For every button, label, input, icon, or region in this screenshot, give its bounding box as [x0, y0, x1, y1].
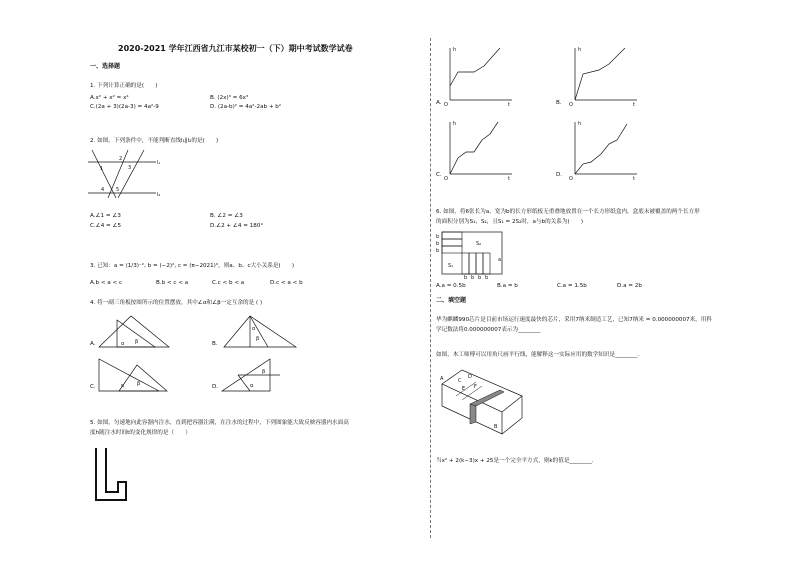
q4c-alpha: α: [121, 383, 125, 389]
q6-label-b1: b: [436, 234, 440, 240]
graph-b-origin: O: [569, 102, 573, 108]
q6-option-b[interactable]: B.a = b: [497, 283, 518, 289]
q4-option-a[interactable]: A.: [90, 341, 96, 347]
q5-stem-line2: 度h随注水时间t的变化规律的是（ ）: [90, 430, 191, 436]
q6-label-b2: b: [436, 241, 440, 247]
q6-stem-line1: 6. 如图，将6张长为a，宽为b的长方形纸板无重叠地放置在一个长方形纸盒内，盒底未被覆盖的两个长方形: [436, 209, 700, 215]
q4-figure-b: [220, 312, 300, 352]
column-divider: [430, 38, 431, 538]
q4b-beta: β: [256, 336, 260, 342]
q6-figure: [436, 229, 512, 279]
q6-stem-line2: 的面积分别为S₁，S₂，且S₁ = 2S₂时，a与b的关系为( ): [436, 219, 584, 225]
q4d-beta: β: [262, 369, 266, 375]
q4-option-d[interactable]: D.: [212, 384, 219, 390]
q1-stem: 1. 下列计算正确的是( ): [90, 83, 158, 89]
q2-label-4: 4: [101, 187, 105, 193]
q6-option-a[interactable]: A.a = 0.5b: [436, 283, 466, 289]
q5-container-figure: [92, 446, 132, 506]
q2-label-3: 3: [128, 165, 132, 171]
q8-label-e: E: [462, 386, 466, 392]
graph-d-origin: O: [569, 176, 573, 182]
exam-title: 2020-2021 学年江西省九江市某校初一（下）期中考试数学试卷: [118, 44, 353, 53]
q6-label-a: a: [498, 257, 502, 263]
q3-option-d[interactable]: D.c < a < b: [270, 280, 303, 286]
section-fill-heading: 二、填空题: [436, 297, 467, 304]
graph-a-axis-h: h: [453, 47, 457, 53]
graph-d-axis-t: t: [633, 176, 635, 182]
q2-option-a[interactable]: A.∠1 = ∠3: [90, 213, 121, 219]
graph-option-c: [440, 118, 520, 180]
q6-label-bb2: b: [471, 275, 475, 281]
q4a-alpha: α: [121, 341, 125, 347]
q3-option-c[interactable]: C.c < b < a: [212, 280, 245, 286]
q8-label-c: C: [458, 378, 462, 384]
q3-option-b[interactable]: B.b < c < a: [156, 280, 189, 286]
q8-label-f: F: [474, 384, 477, 390]
q6-label-bb4: b: [485, 275, 489, 281]
q2-option-c[interactable]: C.∠4 = ∠5: [90, 223, 122, 229]
q4-option-c[interactable]: C.: [90, 384, 96, 390]
q6-label-s1: S₁: [448, 263, 454, 269]
q6-option-c[interactable]: C.a = 1.5b: [557, 283, 587, 289]
graph-b-axis-h: h: [578, 47, 582, 53]
q2-label-1: 1: [100, 166, 104, 172]
q9-text: 当x² + 2(k−3)x + 25是一个完全平方式，则k的值是________.: [436, 458, 594, 464]
graph-c-origin: O: [444, 176, 448, 182]
q6-label-b3: b: [436, 248, 440, 254]
q8-label-a: A: [440, 376, 444, 382]
q7-line2: 学记数法将0.000000007表示为________: [436, 327, 541, 333]
q2-option-d[interactable]: D.∠2 + ∠4 = 180°: [210, 223, 264, 229]
q3-option-a[interactable]: A.b < a < c: [90, 280, 123, 286]
q2-label-2: 2: [119, 156, 123, 162]
q6-label-bb3: b: [478, 275, 482, 281]
section-choice-heading: 一、选择题: [90, 63, 121, 70]
q4a-beta: β: [135, 339, 139, 345]
q6-label-bb1: b: [464, 275, 468, 281]
q6-label-s2: S₂: [476, 241, 482, 247]
graph-option-b-label[interactable]: B.: [556, 100, 562, 106]
graph-a-axis-t: t: [508, 102, 510, 108]
q2-figure: [88, 148, 168, 200]
q1-option-b[interactable]: B. (2x)³ = 6x³: [210, 95, 249, 101]
graph-option-a: [440, 44, 520, 106]
q5-stem-line1: 5. 如图，匀速地向此容器内注水，直到把容器注满，在注水的过程中，下列图象能大致反映容器内水面高: [90, 420, 349, 426]
q8-label-b: B: [494, 424, 498, 430]
graph-b-axis-t: t: [633, 102, 635, 108]
graph-c-axis-h: h: [453, 121, 457, 127]
q4b-alpha: α: [252, 326, 256, 332]
graph-option-d-label[interactable]: D.: [556, 172, 563, 178]
q4-figure-d: [220, 355, 300, 395]
q1-option-c[interactable]: C.(2a + 3)(2a-3) = 4a²-9: [90, 104, 159, 110]
q2-label-5: 5: [116, 187, 120, 193]
graph-d-axis-h: h: [578, 121, 582, 127]
q4c-beta: β: [137, 381, 141, 387]
graph-option-c-label[interactable]: C.: [436, 172, 442, 178]
q4-figure-a: [97, 312, 177, 352]
q4-option-b[interactable]: B.: [212, 341, 218, 347]
q8-figure: [436, 366, 526, 438]
q4-stem: 4. 将一副三角板按图所示的位置摆放，其中∠α和∠β一定互余的是 ( ): [90, 300, 263, 306]
q7-line1: 华为麒麟990芯片是目前市场运行速度最快的芯片，采用7纳米制造工艺，已知7纳米 = 0.000000007米，用科: [436, 317, 712, 323]
graph-option-b: [565, 44, 645, 106]
q4d-alpha: α: [250, 383, 254, 389]
q8-text: 如图，木工师傅可以用角尺画平行线，能解释这一实际应用的数学知识是________.: [436, 352, 640, 358]
q2-stem: 2. 如图，下列条件中，不能判断直线l₁∥l₂的是( ): [90, 138, 219, 144]
graph-option-a-label[interactable]: A.: [436, 100, 442, 106]
q6-option-d[interactable]: D.a = 2b: [617, 283, 642, 289]
q4-figure-c: [97, 355, 177, 395]
graph-c-axis-t: t: [508, 176, 510, 182]
q1-option-a[interactable]: A.x² + x² = x⁴: [90, 95, 129, 101]
graph-a-origin: O: [444, 102, 448, 108]
q8-label-d: D: [468, 374, 472, 380]
q2-label-l2: l₂: [157, 192, 161, 198]
graph-option-d: [565, 118, 645, 180]
q1-option-d[interactable]: D. (2a-b)² = 4a²-2ab + b²: [210, 104, 282, 110]
q3-stem: 3. 已知：a = (1/3)⁻², b = (−2)², c = (π−2021)⁰，则a、b、c大小关系是( ): [90, 263, 295, 269]
q2-option-b[interactable]: B. ∠2 = ∠3: [210, 213, 243, 219]
q2-label-l1: l₁: [157, 160, 161, 166]
